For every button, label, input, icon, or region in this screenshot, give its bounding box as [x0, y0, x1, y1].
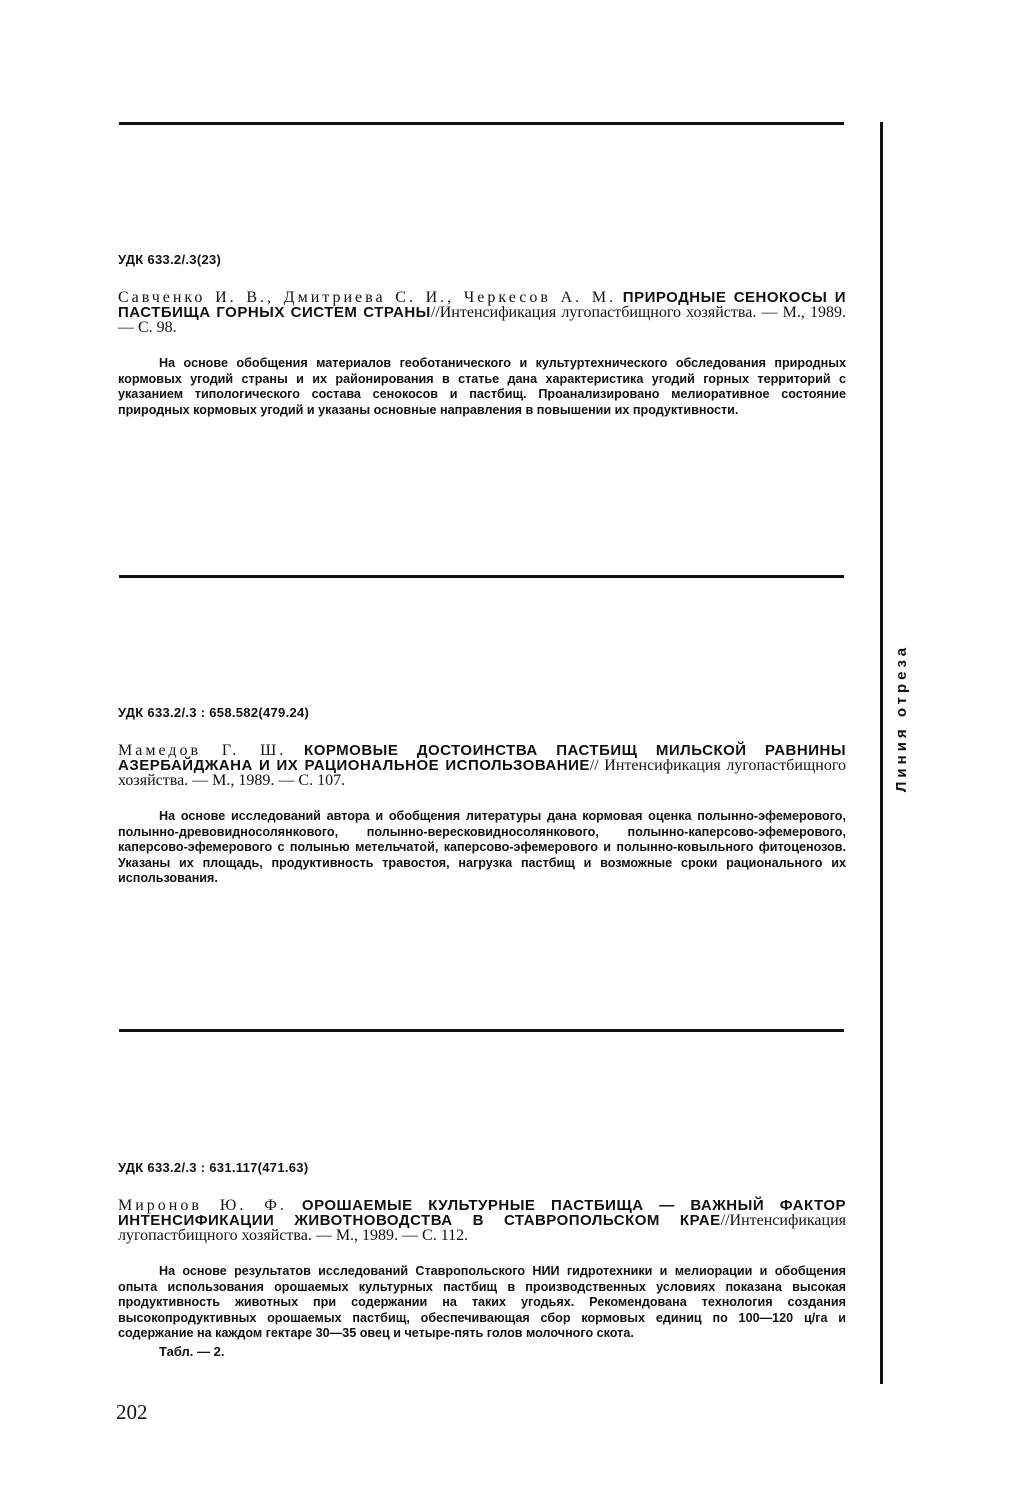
abstract-text: На основе исследований автора и обобщения литературы дана кормовая оценка полынно-эфемерового, полынно-древовидносолянкового, полынно-вересковидносолянкового, полынно-каперсово-эфемерового, каперсово-эфемерового с полынью метельчатой, каперсово-эфемерового и полынно-ковыльного фитоценозов. Указаны их площадь, продуктивность травостоя, нагрузка пастбищ и возможные сроки рационального их использования. — [118, 809, 846, 886]
article-title: ПРИРОДНЫЕ СЕНОКОСЫ И ПАСТБИЩА ГОРНЫХ СИСТЕМ СТРАНЫ — [118, 289, 847, 321]
udk-code: УДК 633.2/.3 : 631.117(471.63) — [118, 1160, 309, 1175]
article-title: ОРОШАЕМЫЕ КУЛЬТУРНЫЕ ПАСТБИЩА — ВАЖНЫЙ ФАКТОР ИНТЕНСИФИКАЦИИ ЖИВОТНОВОДСТВА В СТАВРОПОЛЬСКОМ КРАЕ — [118, 1197, 846, 1229]
cut-line-label: Линия отреза — [893, 643, 910, 793]
separator-line — [119, 122, 844, 125]
citation — [118, 1198, 846, 1243]
article-title: КОРМОВЫЕ ДОСТОИНСТВА ПАСТБИЩ МИЛЬСКОЙ РАВНИНЫ АЗЕРБАЙДЖАНА И ИХ РАЦИОНАЛЬНОЕ ИСПОЛЬЗОВАНИЕ — [118, 742, 847, 774]
abstract-text: На основе обобщения материалов геоботанического и культуртехнического обследования природных кормовых угодий страны и их районирования в статье дана характеристика угодий горных территорий с указанием типологического состава сенокосов и пастбищ. Проанализировано мелиоративное состояние природных кормовых угодий и указаны основные направления в повышении их продуктивности. — [118, 356, 846, 417]
separator-line — [119, 1029, 844, 1032]
udk-code: УДК 633.2/.3(23) — [118, 252, 222, 267]
source: //Интенсификация лугопастбищного хозяйства. — М., 1989. — С. 112. — [118, 1212, 846, 1244]
abstract-card — [118, 705, 846, 887]
source: //Интенсификация лугопастбищного хозяйства. — М., 1989. — С. 98. — [118, 304, 846, 336]
abstract-card — [118, 252, 846, 418]
separator-line — [119, 575, 844, 578]
table-note: Табл. — 2. — [159, 1343, 225, 1359]
authors: Миронов Ю. Ф. — [118, 1197, 287, 1214]
cut-line — [880, 122, 883, 1384]
abstract-card — [118, 1160, 846, 1359]
source: // Интенсификация лугопастбищного хозяйства. — М., 1989. — С. 107. — [118, 757, 846, 789]
abstract-text: На основе результатов исследований Ставропольского НИИ гидротехники и мелиорации и обобщения опыта использования орошаемых культурных пастбищ в производственных условиях показана высокая продуктивность животных при содержании на таких угодьях. Рекомендована технология создания высокопродуктивных орошаемых пастбищ, обеспечивающая сбор кормовых единиц по 100—120 ц/га и содержание на каждом гектаре 30—35 овец и четыре-пять голов молочного скота. — [118, 1264, 846, 1341]
citation — [118, 290, 846, 335]
page-number: 202 — [116, 1400, 148, 1424]
udk-code: УДК 633.2/.3 : 658.582(479.24) — [118, 705, 310, 720]
authors: Мамедов Г. Ш. — [118, 742, 287, 759]
authors: Савченко И. В., Дмитриева С. И., Черкесов А. М. — [118, 289, 617, 306]
citation — [118, 743, 846, 788]
